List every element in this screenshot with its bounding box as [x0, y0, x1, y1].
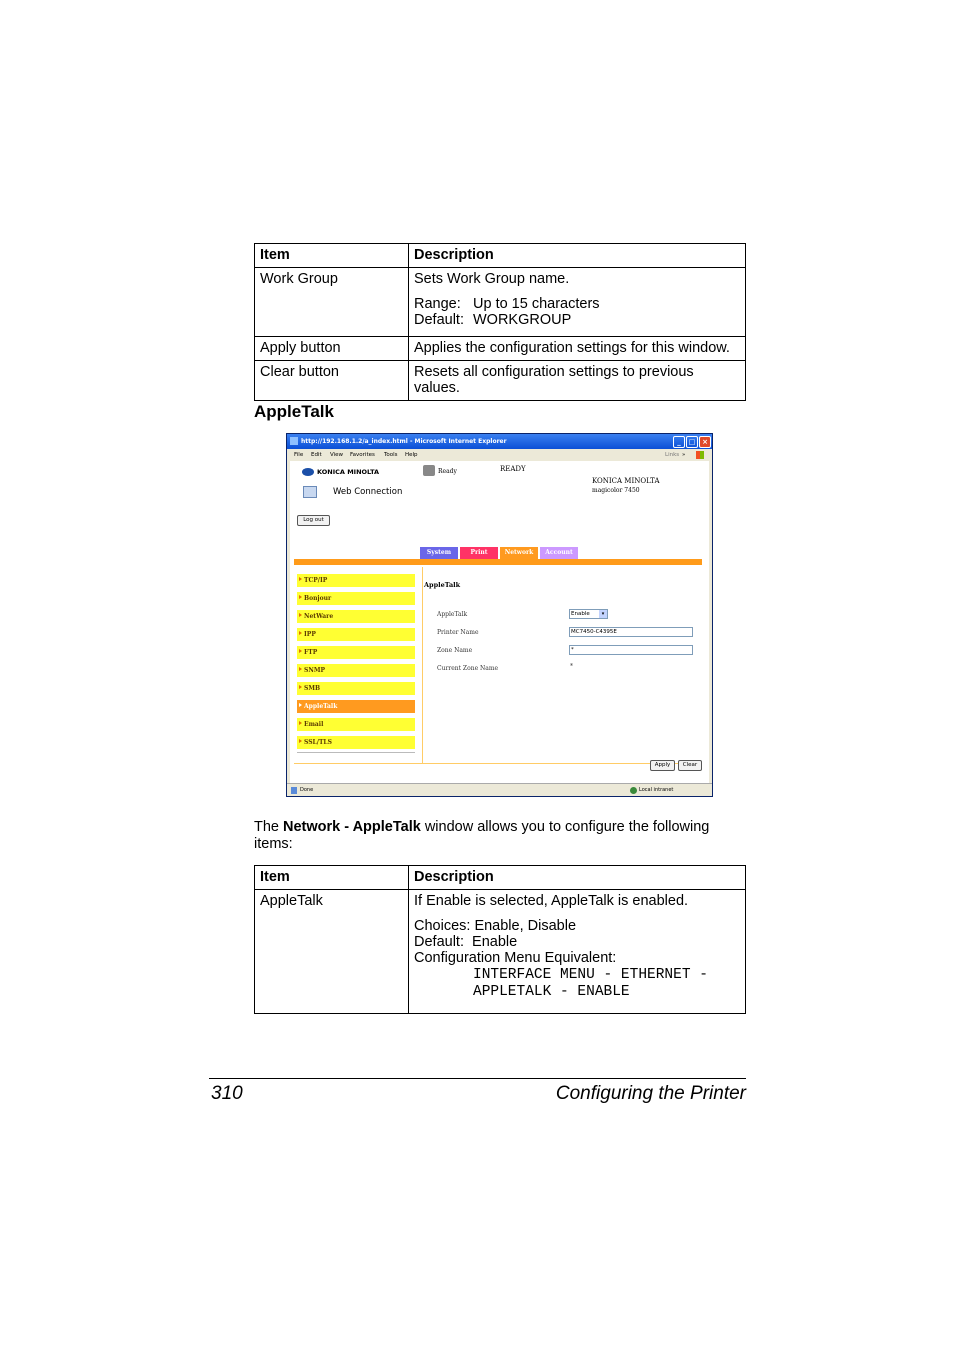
content-divider [422, 567, 423, 763]
range-label: Range: [414, 296, 461, 312]
default-line [414, 312, 740, 328]
page-icon [291, 787, 297, 794]
page-title: AppleTalk [424, 581, 461, 589]
tab-print[interactable]: Print [460, 547, 498, 559]
section-heading: AppleTalk [254, 402, 334, 421]
column-header-item: Item [255, 244, 409, 268]
web-connection-label: Web Connection [333, 487, 403, 497]
para-suffix: window allows you to configure the following items: [254, 819, 710, 852]
current-zone-label: Current Zone Name [437, 665, 499, 672]
windows-flag-icon [696, 451, 704, 459]
nav-item-email[interactable] [297, 718, 415, 731]
apply-button[interactable]: Apply [650, 760, 675, 771]
device-brand: KONICA MINOLTA [592, 477, 660, 485]
default-label: Default: [414, 312, 464, 328]
status-done: Done [300, 787, 314, 793]
tab-system[interactable]: System [420, 547, 458, 559]
footer-rule [209, 1078, 746, 1079]
nav-label: SMB [304, 685, 321, 692]
range-value: Up to 15 characters [473, 296, 600, 312]
ready-status: READY [500, 465, 526, 473]
logout-button[interactable]: Log out [297, 515, 330, 526]
description-cell [409, 268, 746, 337]
para-bold: Network - AppleTalk [283, 819, 421, 835]
arrow-icon [299, 667, 302, 671]
nav-item-appletalk[interactable] [297, 700, 415, 713]
appletalk-select-value: Enable [571, 611, 590, 617]
column-header-description: Description [409, 866, 746, 890]
item-cell: AppleTalk [255, 890, 409, 1014]
nav-label: SSL/TLS [304, 739, 332, 746]
table-header-row [255, 244, 746, 268]
zone-name-input[interactable]: * [569, 645, 693, 655]
item-cell: Work Group [255, 268, 409, 337]
zone-name-label: Zone Name [437, 647, 473, 654]
links-label[interactable]: Links [665, 452, 680, 458]
item-cell: Apply button [255, 337, 409, 361]
status-zone: Local intranet [639, 787, 674, 793]
arrow-icon [299, 649, 302, 653]
column-header-item: Item [255, 866, 409, 890]
nav-label: TCP/IP [304, 577, 328, 584]
menu-bar [287, 449, 712, 461]
tab-network[interactable]: Network [500, 547, 538, 559]
nav-item-bonjour[interactable] [297, 592, 415, 605]
appletalk-select[interactable] [569, 609, 608, 619]
work-group-table [254, 243, 746, 401]
chevron-right-icon[interactable]: » [682, 452, 686, 458]
default-line: Default: Enable [414, 934, 518, 950]
table-row [255, 890, 746, 1014]
nav-label: FTP [304, 649, 318, 656]
nav-label: Bonjour [304, 595, 332, 602]
device-model: magicolor 7450 [592, 487, 640, 494]
description-cell [409, 890, 746, 1014]
description-cell: Resets all configuration settings to previous values. [409, 361, 746, 401]
tab-account[interactable]: Account [540, 547, 578, 559]
tab-band [294, 559, 702, 565]
nav-item-ssltls[interactable] [297, 736, 415, 749]
table-row [255, 337, 746, 361]
nav-label: AppleTalk [304, 703, 338, 710]
table-row [255, 268, 746, 337]
config-code-line-2: APPLETALK - ENABLE [473, 984, 630, 1000]
minimize-icon[interactable]: _ [673, 436, 685, 448]
menu-tools[interactable]: Tools [384, 452, 398, 458]
appletalk-table [254, 865, 746, 1014]
menu-help[interactable]: Help [405, 452, 418, 458]
clear-button[interactable]: Clear [678, 760, 702, 771]
nav-divider [297, 752, 415, 753]
nav-label: IPP [304, 631, 316, 638]
menu-view[interactable]: View [330, 452, 344, 458]
window-title: http://192.168.1.2/a_index.html - Microsoft Internet Explorer [301, 438, 507, 445]
nav-label: Email [304, 721, 324, 728]
ready-status-small: Ready [438, 468, 457, 475]
table-row [255, 361, 746, 401]
arrow-icon [299, 721, 302, 725]
current-zone-value: * [570, 663, 573, 670]
config-code-line-1: INTERFACE MENU - ETHERNET - [473, 967, 708, 983]
nav-label: SNMP [304, 667, 325, 674]
nav-label: NetWare [304, 613, 334, 620]
title-bar [287, 434, 712, 449]
nav-item-smb[interactable] [297, 682, 415, 695]
nav-item-netware[interactable] [297, 610, 415, 623]
description-text: Sets Work Group name. [414, 271, 570, 287]
arrow-icon [299, 631, 302, 635]
para-prefix: The [254, 819, 284, 835]
intro-paragraph [254, 819, 746, 853]
column-header-description: Description [409, 244, 746, 268]
menu-favorites[interactable]: Favorites [350, 452, 375, 458]
arrow-icon [299, 577, 302, 581]
close-icon[interactable]: × [699, 436, 711, 448]
brand-name: KONICA MINOLTA [317, 468, 380, 476]
konica-minolta-logo-icon [302, 468, 314, 476]
printer-name-input[interactable]: MC7450-C4395E [569, 627, 693, 637]
nav-item-ipp[interactable] [297, 628, 415, 641]
footer-divider [294, 763, 702, 764]
arrow-icon [299, 703, 302, 707]
config-line: Configuration Menu Equivalent: [414, 950, 617, 966]
menu-file[interactable]: File [294, 452, 304, 458]
ie-icon [290, 437, 298, 445]
description-text: If Enable is selected, AppleTalk is enabled. [414, 893, 689, 909]
nav-item-snmp[interactable] [297, 664, 415, 677]
status-bar [287, 783, 712, 797]
intranet-icon [630, 787, 637, 794]
printer-name-label: Printer Name [437, 629, 479, 636]
arrow-icon [299, 685, 302, 689]
nav-item-ftp[interactable] [297, 646, 415, 659]
nav-item-tcpip[interactable] [297, 574, 415, 587]
table-header-row [255, 866, 746, 890]
range-line [414, 296, 740, 312]
printer-icon [423, 465, 435, 476]
menu-edit[interactable]: Edit [311, 452, 322, 458]
chevron-down-icon: ▾ [599, 610, 607, 618]
chapter-title: Configuring the Printer [555, 1083, 746, 1104]
page-number: 310 [211, 1083, 243, 1104]
arrow-icon [299, 595, 302, 599]
arrow-icon [299, 613, 302, 617]
item-cell: Clear button [255, 361, 409, 401]
page-content [290, 461, 709, 783]
description-cell: Applies the configuration settings for this window. [409, 337, 746, 361]
maximize-icon[interactable]: □ [686, 436, 698, 448]
arrow-icon [299, 739, 302, 743]
choices-line: Choices: Enable, Disable [414, 918, 577, 934]
default-value: WORKGROUP [473, 312, 572, 328]
appletalk-label: AppleTalk [437, 611, 468, 618]
pagescope-icon [303, 486, 317, 498]
browser-window [286, 433, 713, 797]
